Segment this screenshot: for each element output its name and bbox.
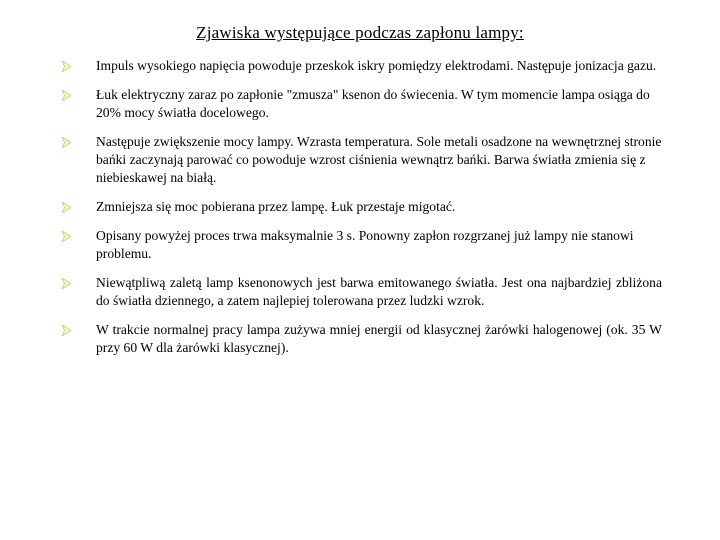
bullet-text: W trakcie normalnej pracy lampa zużywa mniej energii od klasycznej żarówki halogenowej (ok. 35 W przy 60 W dla żarówki klasycznej). <box>96 322 662 355</box>
bullet-text: Opisany powyżej proces trwa maksymalnie 3 s. Ponowny zapłon rozgrzanej już lampy nie stanowi problemu. <box>96 228 634 261</box>
arrowhead-bullet-icon <box>62 202 71 213</box>
bullet-item <box>62 57 662 75</box>
arrowhead-bullet-icon <box>62 61 71 72</box>
bullet-item <box>62 198 662 216</box>
bullet-item <box>62 321 662 357</box>
slide-title: Zjawiska występujące podczas zapłonu lampy: <box>196 23 524 42</box>
bullet-item <box>62 133 662 187</box>
bullet-text: Następuje zwiększenie mocy lampy. Wzrasta temperatura. Sole metali osadzone na wewnętrznej stronie bańki zaczynają parować co powoduje wzrost ciśnienia wewnątrz bańki. Barwa światła zmienia się z niebieskawej na białą. <box>96 134 662 185</box>
arrowhead-bullet-icon <box>62 278 71 289</box>
bullet-text: Zmniejsza się moc pobierana przez lampę. Łuk przestaje migotać. <box>96 199 456 214</box>
arrowhead-bullet-icon <box>62 231 71 242</box>
bullet-list <box>62 57 662 368</box>
arrowhead-bullet-icon <box>62 137 71 148</box>
bullet-item <box>62 274 662 310</box>
bullet-text: Impuls wysokiego napięcia powoduje przeskok iskry pomiędzy elektrodami. Następuje jonizacja gazu. <box>96 58 657 73</box>
bullet-item <box>62 86 662 122</box>
bullet-text: Łuk elektryczny zaraz po zapłonie "zmusza" ksenon do świecenia. W tym momencie lampa osiąga do 20% mocy światła docelowego. <box>96 87 650 120</box>
arrowhead-bullet-icon <box>62 325 71 336</box>
bullet-item <box>62 227 662 263</box>
bullet-text: Niewątpliwą zaletą lamp ksenonowych jest barwa emitowanego światła. Jest ona najbardziej zbliżona do światła dziennego, a zatem najlepiej tolerowana przez ludzki wzrok. <box>96 275 662 308</box>
arrowhead-bullet-icon <box>62 90 71 101</box>
